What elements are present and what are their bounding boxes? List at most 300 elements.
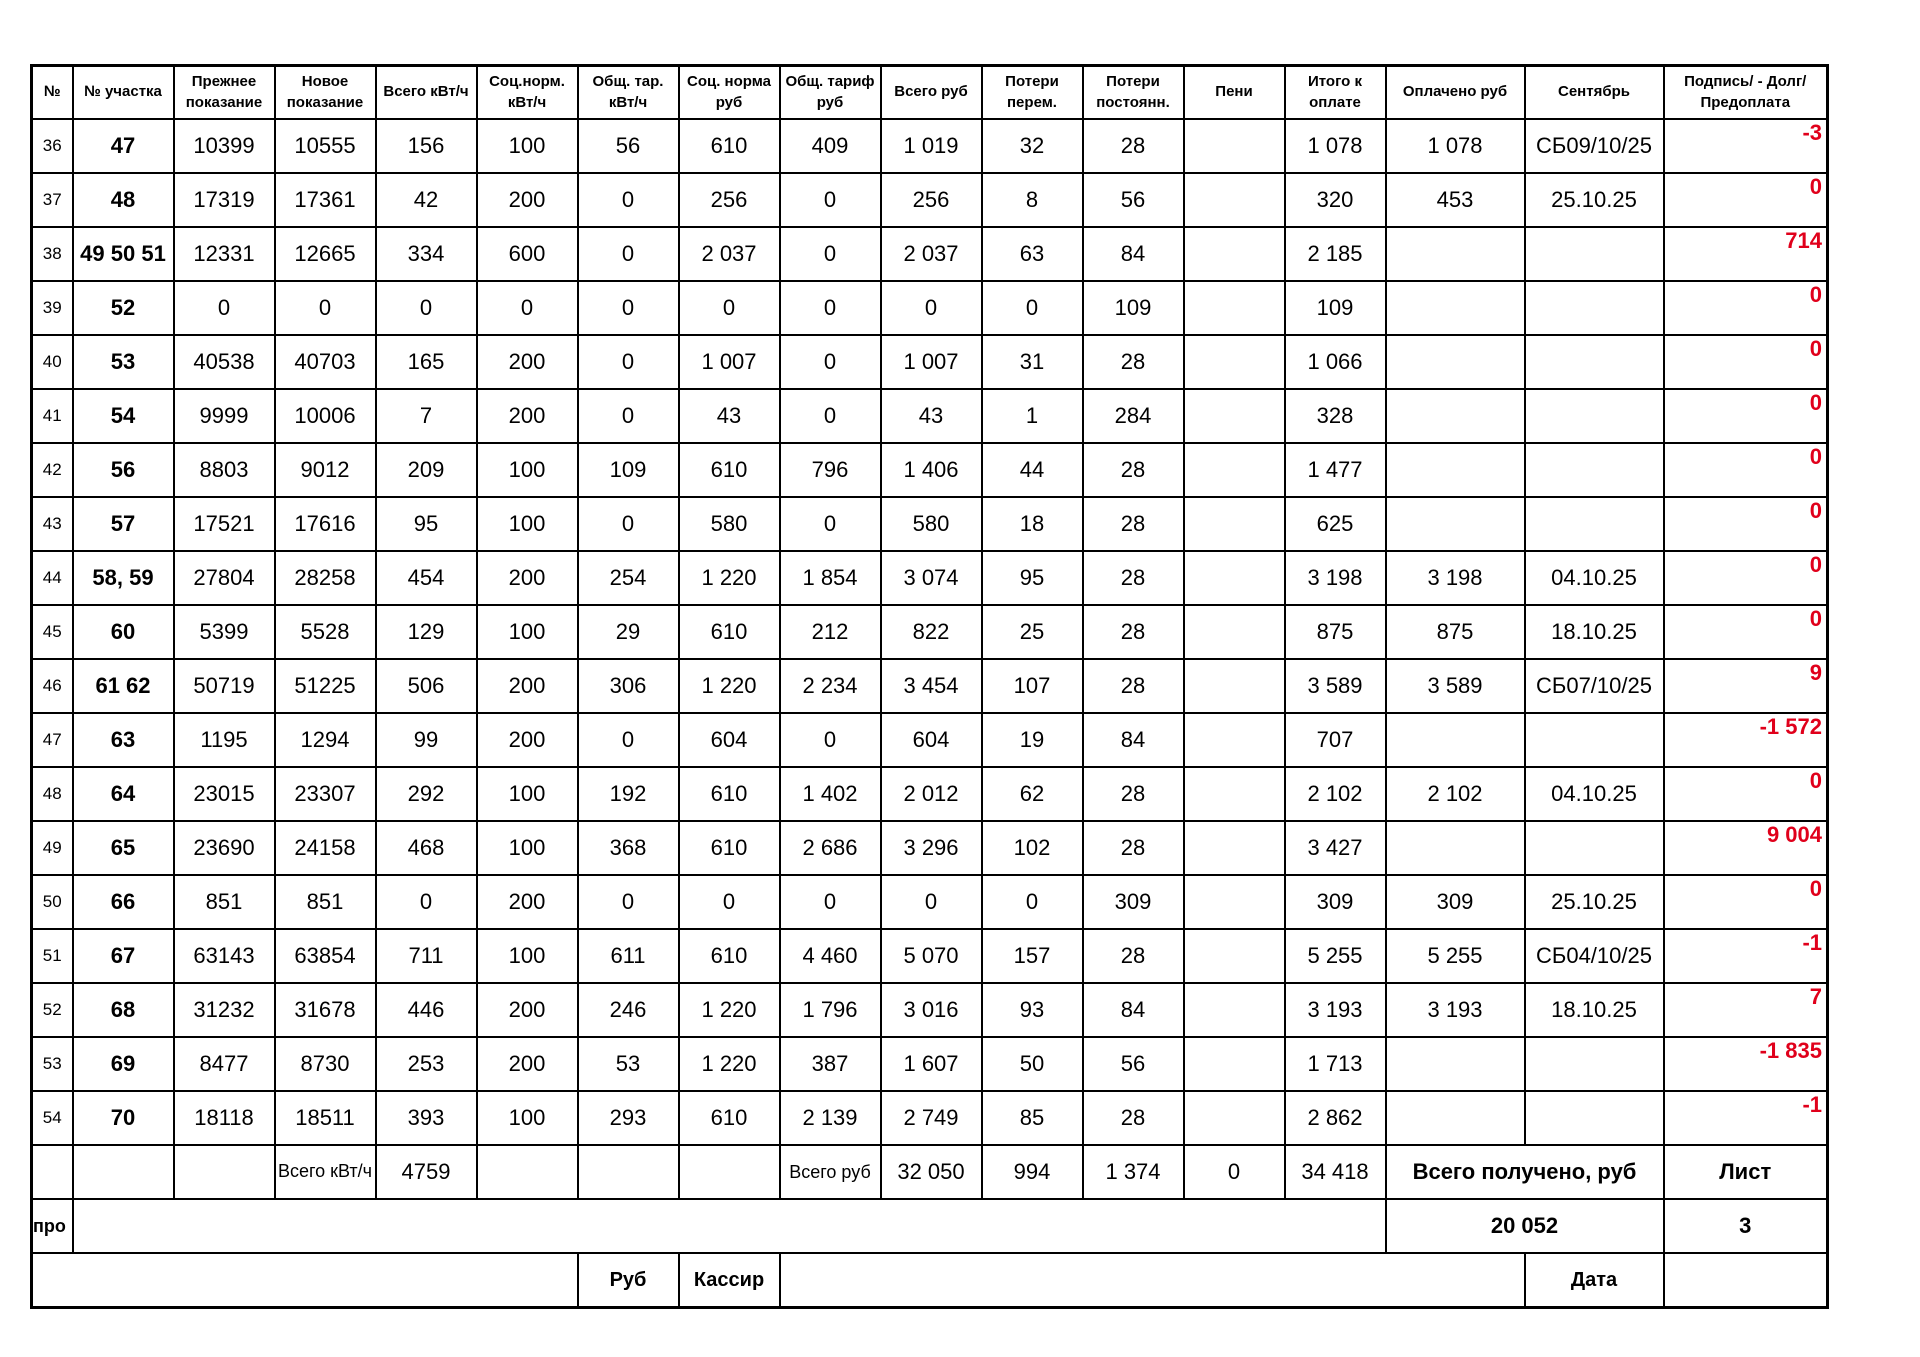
new-reading: 17361 [275,173,376,227]
plot-number: 68 [73,983,174,1037]
penalty [1184,875,1285,929]
table-row [32,227,1828,281]
table-row [32,389,1828,443]
payment-date [1525,335,1664,389]
paid-amount [1386,713,1525,767]
table-row [32,497,1828,551]
total-rub: 1 019 [881,119,982,173]
loss-variable: 31 [982,335,1083,389]
paid-amount [1386,1091,1525,1145]
table-row [32,875,1828,929]
total-rub: 2 012 [881,767,982,821]
social-kwh: 100 [477,1091,578,1145]
payment-date [1525,821,1664,875]
table-row [32,1091,1828,1145]
balance: 714 [1664,227,1828,281]
payment-date [1525,713,1664,767]
row-number: 45 [32,605,73,659]
total-rub: 0 [881,281,982,335]
total-kwh: 334 [376,227,477,281]
date-cell [1664,1253,1828,1308]
total-kwh: 0 [376,875,477,929]
total-kwh-label: Всего кВт/ч [275,1145,376,1199]
penalty [1184,929,1285,983]
new-reading: 23307 [275,767,376,821]
general-kwh: 254 [578,551,679,605]
payment-date: 04.10.25 [1525,551,1664,605]
loss-constant: 56 [1083,1037,1184,1091]
balance: 0 [1664,281,1828,335]
general-rub: 1 854 [780,551,881,605]
general-kwh: 56 [578,119,679,173]
table-row [32,551,1828,605]
loss-constant: 28 [1083,335,1184,389]
total-kwh: 0 [376,281,477,335]
payment-date: СБ09/10/25 [1525,119,1664,173]
new-reading: 31678 [275,983,376,1037]
header-month: Сентябрь [1525,66,1664,120]
row-number: 50 [32,875,73,929]
penalty [1184,767,1285,821]
paid-amount [1386,443,1525,497]
paid-amount: 1 078 [1386,119,1525,173]
new-reading: 9012 [275,443,376,497]
payment-date [1525,227,1664,281]
prev-reading: 851 [174,875,275,929]
total-rub: 604 [881,713,982,767]
loss-variable: 95 [982,551,1083,605]
paid-amount: 2 102 [1386,767,1525,821]
prev-reading: 27804 [174,551,275,605]
table-row [32,173,1828,227]
total-kwh: 446 [376,983,477,1037]
header-row [32,66,1828,120]
payment-date [1525,1091,1664,1145]
prev-reading: 17521 [174,497,275,551]
penalty [1184,443,1285,497]
social-kwh: 100 [477,767,578,821]
to-pay: 1 078 [1285,119,1386,173]
social-rub: 610 [679,767,780,821]
penalty [1184,227,1285,281]
received-value: 20 052 [1386,1199,1664,1253]
social-kwh: 100 [477,443,578,497]
penalty [1184,659,1285,713]
total-kwh: 506 [376,659,477,713]
general-rub: 2 139 [780,1091,881,1145]
loss-constant: 28 [1083,551,1184,605]
plot-number: 56 [73,443,174,497]
general-kwh: 0 [578,173,679,227]
loss-variable: 50 [982,1037,1083,1091]
balance: 7 [1664,983,1828,1037]
total-kwh: 7 [376,389,477,443]
total-rub: 256 [881,173,982,227]
general-kwh: 0 [578,497,679,551]
prev-reading: 40538 [174,335,275,389]
social-rub: 604 [679,713,780,767]
general-rub: 409 [780,119,881,173]
penalty [1184,1091,1285,1145]
general-kwh: 246 [578,983,679,1037]
plot-number: 69 [73,1037,174,1091]
loss-variable: 62 [982,767,1083,821]
table-row [32,1037,1828,1091]
totals-row [32,1145,1828,1199]
general-kwh: 293 [578,1091,679,1145]
payment-date [1525,443,1664,497]
new-reading: 40703 [275,335,376,389]
general-rub: 0 [780,281,881,335]
social-rub: 610 [679,443,780,497]
total-rub: 3 074 [881,551,982,605]
social-kwh: 0 [477,281,578,335]
to-pay: 3 589 [1285,659,1386,713]
table-row [32,929,1828,983]
balance: -3 [1664,119,1828,173]
balance: 0 [1664,335,1828,389]
new-reading: 51225 [275,659,376,713]
row-number: 44 [32,551,73,605]
new-reading: 851 [275,875,376,929]
loss-variable: 85 [982,1091,1083,1145]
loss-constant: 28 [1083,929,1184,983]
loss-constant: 56 [1083,173,1184,227]
row-number: 36 [32,119,73,173]
total-rub: 580 [881,497,982,551]
cashier-signature-cell [780,1253,1525,1308]
loss-constant: 28 [1083,497,1184,551]
to-pay: 707 [1285,713,1386,767]
to-pay: 3 198 [1285,551,1386,605]
plot-number: 60 [73,605,174,659]
social-kwh: 200 [477,551,578,605]
row-number: 46 [32,659,73,713]
row-number: 47 [32,713,73,767]
empty-cell [477,1145,578,1199]
payment-date: 18.10.25 [1525,983,1664,1037]
general-kwh: 109 [578,443,679,497]
to-pay: 3 427 [1285,821,1386,875]
table-row [32,713,1828,767]
new-reading: 63854 [275,929,376,983]
clipped-label: про [32,1199,73,1253]
total-rub-label: Всего руб [780,1145,881,1199]
plot-number: 48 [73,173,174,227]
header-to-pay: Итого к оплате [1285,66,1386,120]
total-kwh: 165 [376,335,477,389]
loss-constant: 28 [1083,605,1184,659]
general-rub: 2 234 [780,659,881,713]
total-rub-value: 32 050 [881,1145,982,1199]
plot-number: 70 [73,1091,174,1145]
header-total-kwh: Всего кВт/ч [376,66,477,120]
empty-span-cell [73,1199,1386,1253]
social-kwh: 100 [477,605,578,659]
loss-variable: 1 [982,389,1083,443]
header-prev-reading: Прежнее показание [174,66,275,120]
general-rub: 1 402 [780,767,881,821]
general-kwh: 611 [578,929,679,983]
general-kwh: 0 [578,875,679,929]
loss-constant: 284 [1083,389,1184,443]
paid-amount: 3 589 [1386,659,1525,713]
social-rub: 256 [679,173,780,227]
loss-constant: 28 [1083,119,1184,173]
plot-number: 47 [73,119,174,173]
plot-number: 67 [73,929,174,983]
social-rub: 0 [679,281,780,335]
prev-reading: 31232 [174,983,275,1037]
paid-amount: 3 193 [1386,983,1525,1037]
row-number: 52 [32,983,73,1037]
loss-variable: 0 [982,281,1083,335]
penalty [1184,605,1285,659]
new-reading: 24158 [275,821,376,875]
loss-variable: 25 [982,605,1083,659]
plot-number: 49 50 51 [73,227,174,281]
header-loss-variable: Потери перем. [982,66,1083,120]
total-rub: 1 607 [881,1037,982,1091]
to-pay: 328 [1285,389,1386,443]
header-num: № [32,66,73,120]
balance: 0 [1664,605,1828,659]
new-reading: 28258 [275,551,376,605]
header-paid: Оплачено руб [1386,66,1525,120]
header-plot: № участка [73,66,174,120]
general-kwh: 192 [578,767,679,821]
signature-row [32,1253,1828,1308]
penalty [1184,1037,1285,1091]
new-reading: 10555 [275,119,376,173]
social-kwh: 200 [477,713,578,767]
total-rub: 2 749 [881,1091,982,1145]
plot-number: 53 [73,335,174,389]
paid-amount [1386,1037,1525,1091]
social-rub: 1 220 [679,551,780,605]
prev-reading: 12331 [174,227,275,281]
plot-number: 61 62 [73,659,174,713]
general-rub: 212 [780,605,881,659]
header-general-rub: Общ. тариф руб [780,66,881,120]
penalty [1184,335,1285,389]
table-row [32,767,1828,821]
balance: -1 572 [1664,713,1828,767]
total-kwh: 711 [376,929,477,983]
loss-constant: 28 [1083,767,1184,821]
to-pay: 320 [1285,173,1386,227]
total-kwh: 454 [376,551,477,605]
total-kwh: 99 [376,713,477,767]
loss-variable: 93 [982,983,1083,1037]
paid-amount [1386,821,1525,875]
row-number: 39 [32,281,73,335]
header-general-kwh: Общ. тар. кВт/ч [578,66,679,120]
plot-number: 54 [73,389,174,443]
paid-amount [1386,389,1525,443]
new-reading: 5528 [275,605,376,659]
paid-amount: 309 [1386,875,1525,929]
to-pay: 1 066 [1285,335,1386,389]
header-social-kwh: Соц.норм. кВт/ч [477,66,578,120]
payment-date: 18.10.25 [1525,605,1664,659]
balance: -1 [1664,929,1828,983]
general-rub: 387 [780,1037,881,1091]
payment-date: 04.10.25 [1525,767,1664,821]
row-number: 38 [32,227,73,281]
empty-span-cell [32,1253,578,1308]
prev-reading: 23690 [174,821,275,875]
social-kwh: 200 [477,335,578,389]
cashier-label: Кассир [679,1253,780,1308]
payment-ledger-table [30,64,1829,1309]
table-row [32,281,1828,335]
general-rub: 0 [780,173,881,227]
social-kwh: 200 [477,875,578,929]
payment-date: 25.10.25 [1525,173,1664,227]
header-penalty: Пени [1184,66,1285,120]
general-rub: 0 [780,389,881,443]
new-reading: 1294 [275,713,376,767]
prev-reading: 63143 [174,929,275,983]
new-reading: 0 [275,281,376,335]
total-rub: 3 296 [881,821,982,875]
social-rub: 1 007 [679,335,780,389]
general-kwh: 0 [578,227,679,281]
social-kwh: 200 [477,983,578,1037]
table-row [32,659,1828,713]
prev-reading: 5399 [174,605,275,659]
prev-reading: 18118 [174,1091,275,1145]
loss-variable: 102 [982,821,1083,875]
total-kwh: 129 [376,605,477,659]
balance: -1 835 [1664,1037,1828,1091]
total-kwh: 393 [376,1091,477,1145]
total-rub: 43 [881,389,982,443]
general-kwh: 0 [578,713,679,767]
table-row [32,821,1828,875]
total-rub: 822 [881,605,982,659]
payment-date [1525,1037,1664,1091]
row-number: 51 [32,929,73,983]
social-kwh: 600 [477,227,578,281]
loss-constant: 28 [1083,659,1184,713]
general-rub: 4 460 [780,929,881,983]
row-number: 41 [32,389,73,443]
loss-variable: 44 [982,443,1083,497]
to-pay: 3 193 [1285,983,1386,1037]
social-rub: 1 220 [679,659,780,713]
total-rub: 2 037 [881,227,982,281]
social-kwh: 200 [477,1037,578,1091]
social-rub: 1 220 [679,1037,780,1091]
loss-variable: 32 [982,119,1083,173]
to-pay: 2 185 [1285,227,1386,281]
payment-date [1525,389,1664,443]
new-reading: 17616 [275,497,376,551]
to-pay: 2 102 [1285,767,1386,821]
new-reading: 18511 [275,1091,376,1145]
balance: -1 [1664,1091,1828,1145]
plot-number: 57 [73,497,174,551]
table-row [32,119,1828,173]
social-rub: 580 [679,497,780,551]
row-number: 54 [32,1091,73,1145]
header-total-rub: Всего руб [881,66,982,120]
balance: 0 [1664,443,1828,497]
loss-variable: 157 [982,929,1083,983]
balance: 0 [1664,173,1828,227]
empty-cell [32,1145,73,1199]
social-rub: 1 220 [679,983,780,1037]
total-loss-constant: 1 374 [1083,1145,1184,1199]
prev-reading: 0 [174,281,275,335]
row-number: 48 [32,767,73,821]
total-kwh: 95 [376,497,477,551]
sheet-label: Лист [1664,1145,1828,1199]
to-pay: 1 713 [1285,1037,1386,1091]
loss-variable: 63 [982,227,1083,281]
new-reading: 10006 [275,389,376,443]
total-rub: 3 454 [881,659,982,713]
to-pay: 625 [1285,497,1386,551]
penalty [1184,713,1285,767]
prev-reading: 8477 [174,1037,275,1091]
to-pay: 109 [1285,281,1386,335]
general-rub: 2 686 [780,821,881,875]
header-loss-constant: Потери постоянн. [1083,66,1184,120]
general-rub: 1 796 [780,983,881,1037]
social-kwh: 200 [477,659,578,713]
paid-amount [1386,497,1525,551]
total-rub: 1 406 [881,443,982,497]
balance: 0 [1664,389,1828,443]
to-pay: 875 [1285,605,1386,659]
penalty [1184,119,1285,173]
total-kwh: 156 [376,119,477,173]
row-number: 37 [32,173,73,227]
social-kwh: 100 [477,929,578,983]
social-kwh: 200 [477,389,578,443]
to-pay: 309 [1285,875,1386,929]
plot-number: 65 [73,821,174,875]
header-balance: Подпись/ - Долг/Предоплата [1664,66,1828,120]
plot-number: 66 [73,875,174,929]
general-rub: 0 [780,335,881,389]
general-kwh: 0 [578,281,679,335]
social-kwh: 200 [477,173,578,227]
penalty [1184,551,1285,605]
loss-constant: 84 [1083,227,1184,281]
total-kwh: 468 [376,821,477,875]
header-new-reading: Новое показание [275,66,376,120]
row-number: 53 [32,1037,73,1091]
social-kwh: 100 [477,119,578,173]
total-loss-variable: 994 [982,1145,1083,1199]
empty-cell [73,1145,174,1199]
payment-date [1525,497,1664,551]
penalty [1184,497,1285,551]
paid-amount: 3 198 [1386,551,1525,605]
plot-number: 52 [73,281,174,335]
header-social-rub: Соц. норма руб [679,66,780,120]
new-reading: 8730 [275,1037,376,1091]
total-kwh: 292 [376,767,477,821]
loss-constant: 28 [1083,443,1184,497]
payment-date [1525,281,1664,335]
social-kwh: 100 [477,497,578,551]
social-rub: 43 [679,389,780,443]
